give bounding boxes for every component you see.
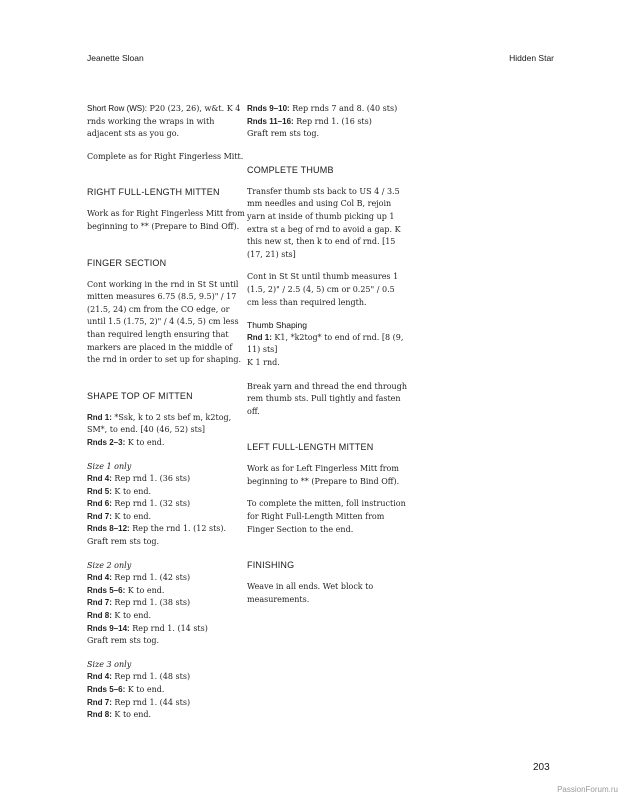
instruction-line — [87, 585, 247, 598]
paragraph: Cont working in the rnd in St St until mitten measures 6.75 (8.5, 9.5)" / 17 (21.5, 24) cm from the CO edge, or until 1.5 (1.75, 2)" / 4 (4.5, 5) cm less than required length ensuring that markers are placed in the middle of the rnd in order to set up for shaping. — [87, 279, 242, 365]
instruction-line — [87, 523, 247, 536]
rnd-label: Rnds 11–16: — [247, 116, 294, 126]
instruction-line — [247, 116, 407, 129]
finger-section — [87, 258, 247, 367]
rnd-text: Rep rnd 1. (42 sts) — [111, 573, 191, 583]
rnd-label: Rnds 5–6: — [87, 685, 126, 694]
rnd-label: Rnd 1: — [87, 412, 112, 422]
rnd-text: *Ssk, k to 2 sts bef m, k2tog, SM*, to end. [40 (46, 52) sts] — [87, 412, 232, 435]
rnd-text: Rep rnd 1. (36 sts) — [111, 474, 191, 484]
rnd-text: Rep rnd 1. (44 sts) — [111, 697, 191, 707]
rnd-text: Rep the rnd 1. (12 sts). — [129, 524, 227, 534]
right-full-length-section — [87, 187, 247, 233]
short-row-label: Short Row (WS): — [87, 104, 148, 113]
instruction-line — [87, 610, 247, 623]
watermark: PassionForum.ru — [557, 785, 618, 794]
rnd-label: Rnd 4: — [87, 573, 112, 583]
left-column — [87, 103, 247, 733]
rnd-text: Rep rnd 1. (16 sts) — [293, 116, 372, 126]
instruction-line — [87, 486, 247, 499]
rnd-text: Rep rnd 1. (38 sts) — [111, 598, 191, 608]
section-heading: FINISHING — [247, 560, 295, 571]
rnd-label: Rnd 8: — [87, 611, 112, 621]
instruction-line — [87, 511, 247, 524]
size-2-group — [87, 560, 247, 648]
rnd-text: K to end. — [111, 511, 152, 521]
section-heading: LEFT FULL-LENGTH MITTEN — [247, 442, 374, 453]
rnd-label: Rnd 7: — [87, 511, 112, 521]
paragraph: Break yarn and thread the end through rem thumb sts. Pull tightly and fasten off. — [247, 381, 407, 416]
paragraph: Transfer thumb sts back to US 4 / 3.5 mm needles and using Col B, rejoin yarn at inside of thumb picking up 1 extra st a beg of rnd to avoid a gap. K this new st, then k to end of rnd. [15 (17, 21) sts] — [247, 186, 401, 259]
instruction-line — [87, 473, 247, 486]
complete-paragraph: Complete as for Right Fingerless Mitt. — [87, 151, 244, 161]
rnd-label: Rnds 8–12: — [87, 524, 130, 534]
rnd-label: Rnd 7: — [87, 598, 112, 608]
section-heading: SHAPE TOP OF MITTEN — [87, 390, 193, 401]
instruction-line — [87, 572, 247, 585]
instruction-line — [87, 412, 247, 437]
instruction-line — [87, 623, 247, 636]
instruction-line: K 1 rnd. — [247, 357, 280, 367]
rnd-text: Rep rnds 7 and 8. (40 sts) — [289, 104, 398, 113]
rnd-text: K to end. — [111, 486, 152, 496]
rnd-label: Rnd 4: — [87, 672, 112, 682]
short-row-paragraph — [87, 103, 247, 141]
rnd-text: K to end. — [125, 685, 165, 694]
rnd-text: K to end. — [111, 710, 152, 720]
instruction-line — [247, 332, 407, 357]
instruction-line — [87, 709, 247, 722]
size-3-group — [87, 659, 247, 722]
instruction-line: Graft rem sts tog. — [87, 537, 160, 547]
rnd-label: Rnd 7: — [87, 697, 112, 707]
size-title: Size 1 only — [87, 461, 132, 471]
instruction-line: Graft rem sts tog. — [247, 129, 320, 139]
paragraph: Work as for Right Fingerless Mitt from beginning to ** (Prepare to Bind Off). — [87, 209, 245, 231]
instruction-line — [87, 671, 247, 684]
instruction-group — [247, 103, 407, 141]
finishing-section — [247, 560, 407, 606]
paragraph: Cont in St St until thumb measures 1 (1.5, 2)" / 2.5 (4, 5) cm or 0.25" / 0.5 cm less than required length. — [247, 272, 399, 307]
rnd-label: Rnds 9–10: — [247, 104, 290, 113]
size-title: Size 2 only — [87, 560, 132, 570]
rnd-label: Rnd 8: — [87, 710, 112, 720]
rnd-text: K to end. — [125, 585, 165, 595]
shape-top-section — [87, 391, 247, 722]
rnd-text: Rep rnd 1. (14 sts) — [129, 623, 208, 633]
subheading: Thumb Shaping — [247, 320, 308, 331]
instruction-line — [87, 697, 247, 710]
right-column — [247, 103, 407, 616]
running-header-author: Jeanette Sloan — [87, 53, 144, 63]
rnd-label: Rnds 2–3: — [87, 437, 126, 447]
section-heading: RIGHT FULL-LENGTH MITTEN — [87, 187, 220, 198]
instruction-line: Graft rem sts tog. — [87, 636, 160, 646]
paragraph: Work as for Left Fingerless Mitt from beginning to ** (Prepare to Bind Off). — [247, 464, 400, 486]
instruction-line — [247, 103, 407, 116]
rnd-text: Rep rnd 1. (32 sts) — [111, 499, 191, 509]
instruction-line — [87, 597, 247, 610]
rnd-label: Rnd 1: — [247, 332, 272, 342]
rnd-text: K to end. — [111, 611, 152, 621]
rnd-text: K to end. — [125, 437, 165, 447]
instruction-line — [87, 437, 247, 450]
rnd-label: Rnds 9–14: — [87, 623, 130, 633]
paragraph: Weave in all ends. Wet block to measurements. — [247, 582, 374, 604]
rnd-label: Rnd 4: — [87, 474, 112, 484]
instruction-line — [87, 684, 247, 697]
paragraph: To complete the mitten, foll instruction for Right Full-Length Mitten from Finger Section to the end. — [247, 499, 406, 534]
complete-thumb-section — [247, 165, 407, 419]
section-heading: COMPLETE THUMB — [247, 164, 334, 175]
rnd-label: Rnds 5–6: — [87, 585, 126, 595]
size-title: Size 3 only — [87, 659, 132, 669]
short-row-text: P20 (23, 26), w&t. K 4 rnds working the wraps in with adjacent sts as you go. — [87, 104, 241, 139]
size-1-group — [87, 461, 247, 549]
rnd-text: Rep rnd 1. (48 sts) — [111, 672, 191, 682]
rnd-label: Rnd 5: — [87, 486, 112, 496]
left-full-length-section — [247, 442, 407, 536]
instruction-group — [87, 412, 247, 450]
instruction-line — [87, 498, 247, 511]
rnd-label: Rnd 6: — [87, 499, 112, 509]
rnd-text: K1, *k2tog* to end of rnd. [8 (9, 11) sts] — [247, 332, 404, 355]
page-number: 203 — [533, 762, 550, 773]
running-header-title: Hidden Star — [509, 53, 554, 63]
thumb-shaping-group — [247, 319, 407, 369]
section-heading: FINGER SECTION — [87, 257, 167, 268]
